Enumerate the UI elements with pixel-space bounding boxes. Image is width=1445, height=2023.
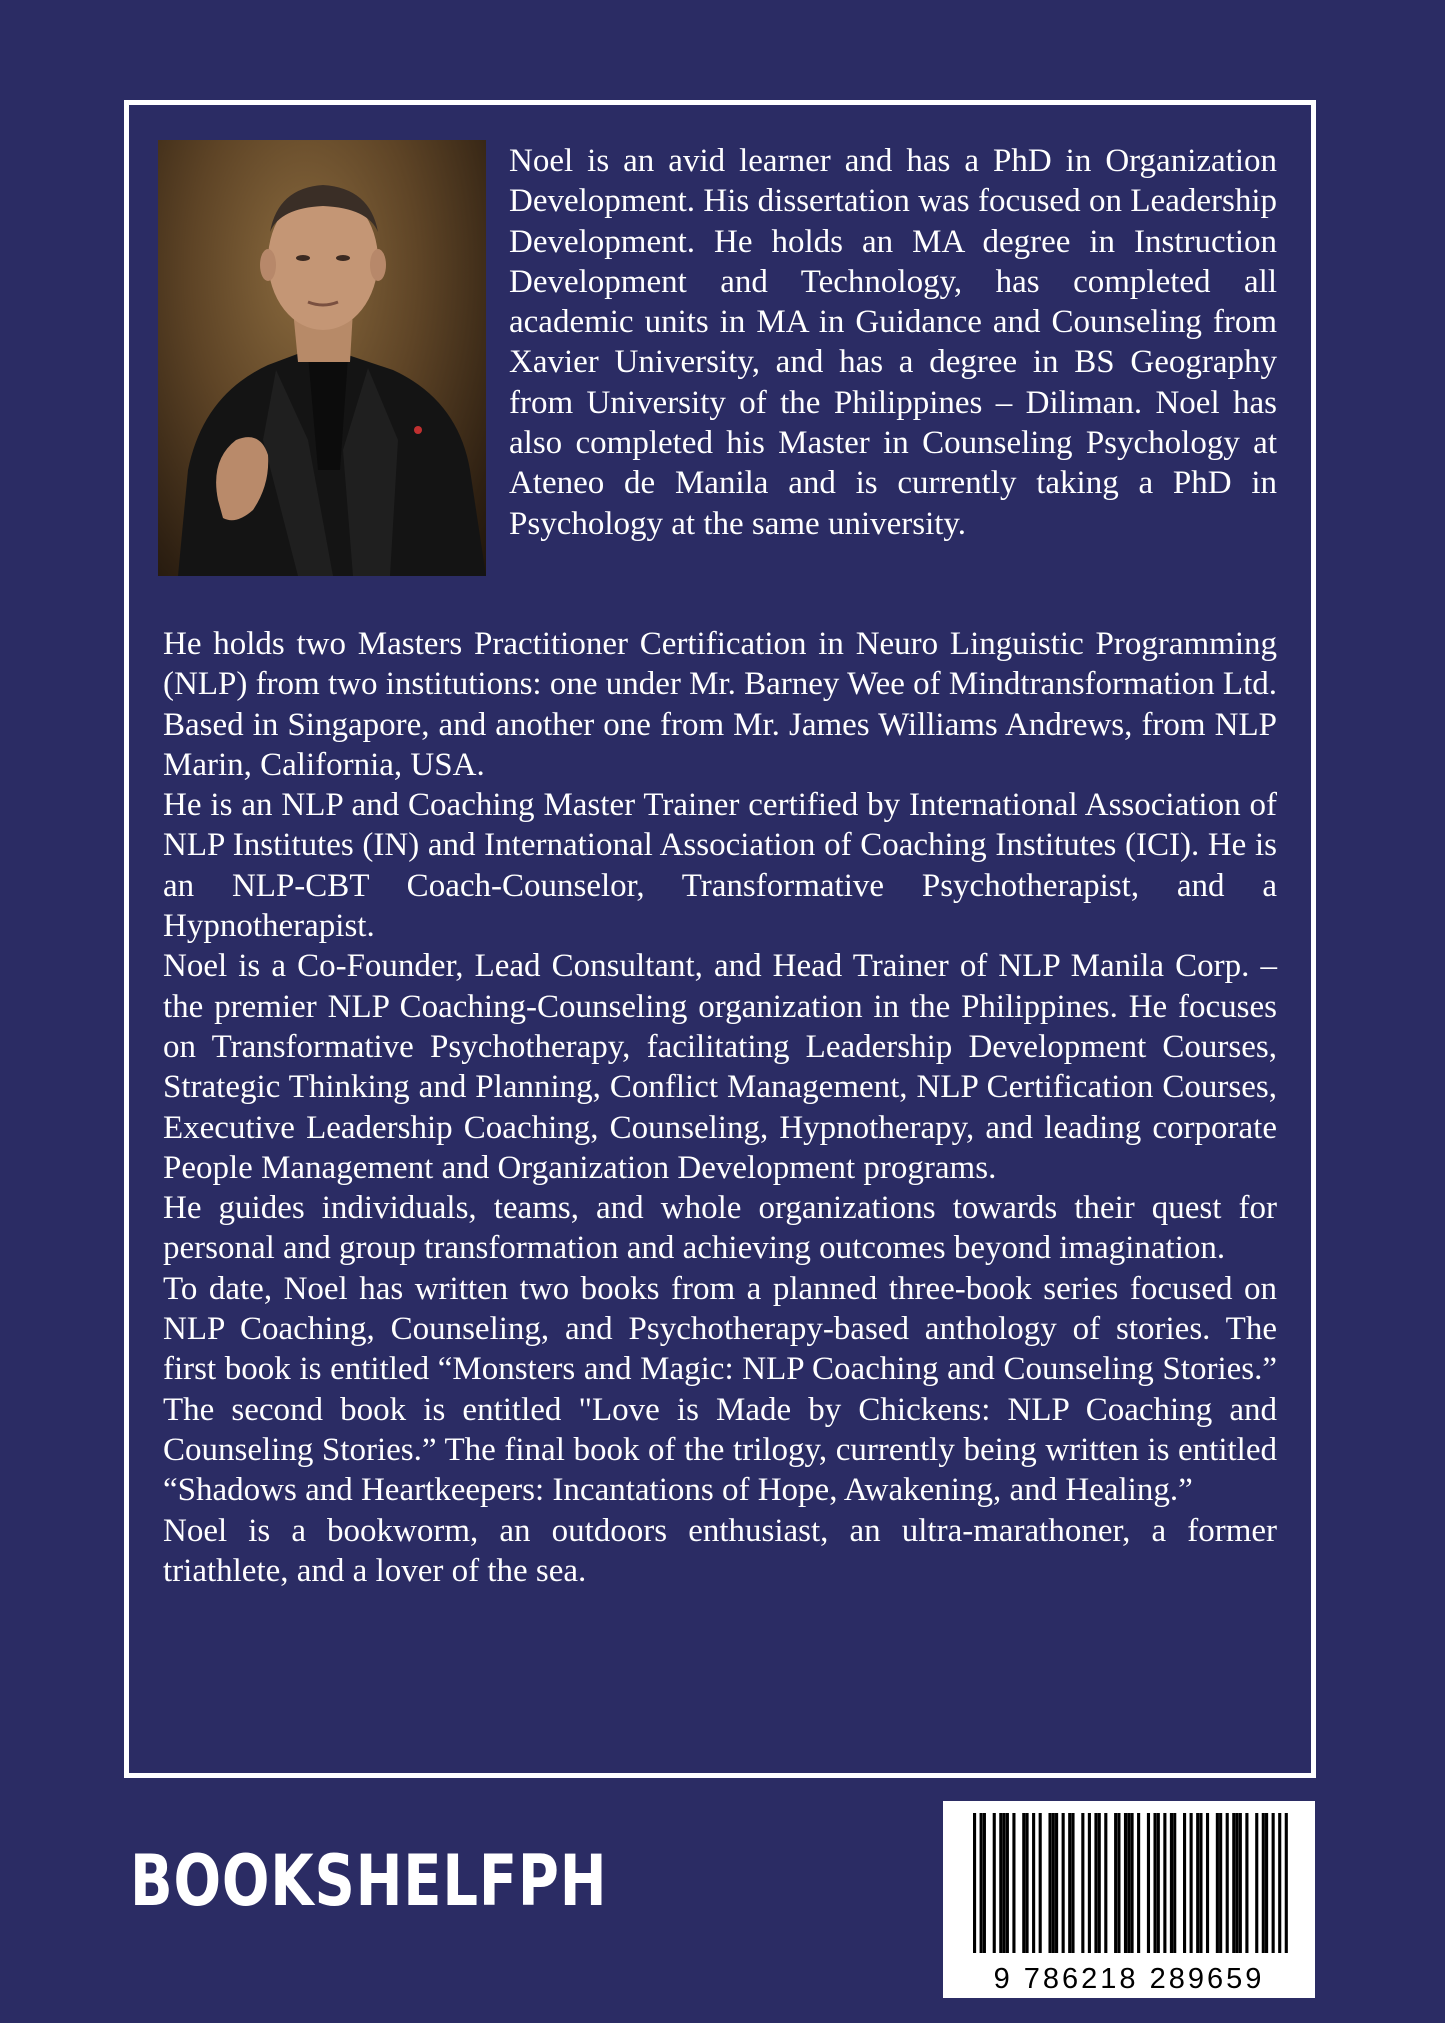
barcode-bar — [1131, 1813, 1134, 1953]
bio-paragraph-nlp-certification: He holds two Masters Practitioner Certification in Neuro Linguistic Programming (NLP) from two institutions: one under Mr. Barney Wee of Mindtransformation Ltd. Based in Singapore, and another one from Mr. James Williams Andrews, from NLP Marin, California, USA. — [163, 626, 1277, 783]
barcode-bar — [1245, 1813, 1248, 1953]
barcode-bar — [980, 1813, 983, 1953]
author-photo — [158, 140, 486, 576]
barcode-bar — [1127, 1813, 1130, 1953]
barcode-bar — [1278, 1813, 1281, 1953]
barcode-bar — [1071, 1813, 1074, 1953]
barcode-bar — [1003, 1813, 1006, 1953]
barcode-bar — [1232, 1813, 1235, 1953]
barcode-bar — [1170, 1813, 1173, 1953]
barcode-bar — [1137, 1813, 1140, 1953]
isbn-number: 9 786218 289659 — [993, 1963, 1265, 1995]
barcode-bar — [1163, 1813, 1166, 1953]
publisher-logo: BOOKSHELFPH — [130, 1840, 608, 1922]
barcode-bar — [1262, 1813, 1265, 1953]
barcode-bar — [1114, 1813, 1117, 1953]
barcode-bar — [1006, 1813, 1009, 1953]
barcode-bar — [1153, 1813, 1156, 1953]
barcode-bar — [1236, 1813, 1239, 1953]
barcode-bar — [1226, 1813, 1229, 1953]
barcode-bar — [1104, 1813, 1107, 1953]
bio-paragraph-co-founder: Noel is a Co-Founder, Lead Consultant, and Head Trainer of NLP Manila Corp. – the premier NLP Coaching-Counseling organization in the Philippines. He focuses on Transformative Psychotherapy, facilitating Leadership Development Courses, Strategic Thinking and Planning, Conflict Management, NLP Certification Courses, Executive Leadership Coaching, Counseling, Hypnotherapy, and leading corporate People Management and Organization Development programs. — [163, 948, 1277, 1186]
barcode-bar — [1219, 1813, 1222, 1953]
barcode-bar — [973, 1813, 976, 1953]
bio-paragraph-guidance: He guides individuals, teams, and whole organizations towards their quest for personal and group transformation and achieving outcomes beyond imagination. — [163, 1190, 1277, 1267]
barcode-bar — [1022, 1813, 1025, 1953]
isbn-barcode — [943, 1801, 1315, 1998]
barcode-bar — [1196, 1813, 1199, 1953]
barcode-bar — [1147, 1813, 1150, 1953]
barcode-bar — [1026, 1813, 1029, 1953]
bio-paragraph-hobbies: Noel is a bookworm, an outdoors enthusiast, an ultra-marathoner, a former triathlete, and a lover of the sea. — [163, 1512, 1277, 1589]
barcode-bar — [1068, 1813, 1071, 1953]
bio-paragraph-books: To date, Noel has written two books from a planned three-book series focused on NLP Coaching, Counseling, and Psychotherapy-based anthology of stories. The first book is entitled “Monsters and Magic: NLP Coaching and Counseling Stories.” The second book is entitled "Love is Made by Chickens: NLP Coaching and Counseling Stories.” The final book of the trilogy, currently being written is entitled “Shadows and Heartkeepers: Incantations of Hope, Awakening, and Healing.” — [163, 1270, 1277, 1509]
bio-paragraph-master-trainer: He is an NLP and Coaching Master Trainer certified by International Association of NLP Institutes (IN) and International Association of Coaching Institutes (ICI). He is an NLP-CBT Coach-Counselor, Transformative Psychotherapist, and a Hypnotherapist. — [163, 787, 1277, 945]
barcode-bar — [1157, 1813, 1160, 1953]
intro-paragraph — [509, 141, 1277, 544]
barcode-bar — [1124, 1813, 1127, 1953]
barcode-bar — [1117, 1813, 1120, 1953]
biography-body — [163, 624, 1277, 1591]
barcode-bar — [1173, 1813, 1176, 1953]
barcode-bar — [1098, 1813, 1101, 1953]
barcode-bar — [1255, 1813, 1258, 1953]
barcode-bars — [943, 1801, 1315, 1961]
barcode-bar — [1272, 1813, 1275, 1953]
barcode-bar — [1039, 1813, 1042, 1953]
barcode-bar — [1265, 1813, 1268, 1953]
barcode-bar — [1081, 1813, 1084, 1953]
barcode-bar — [1190, 1813, 1193, 1953]
barcode-bar — [1216, 1813, 1219, 1953]
barcode-bar — [1048, 1813, 1051, 1953]
barcode-bar — [1032, 1813, 1035, 1953]
barcode-bar — [1206, 1813, 1209, 1953]
barcode-bar — [1094, 1813, 1097, 1953]
barcode-bar — [1183, 1813, 1186, 1953]
barcode-bar — [983, 1813, 986, 1953]
barcode-bar — [999, 1813, 1002, 1953]
barcode-bar — [1052, 1813, 1055, 1953]
barcode-bar — [1055, 1813, 1058, 1953]
barcode-bar — [1088, 1813, 1091, 1953]
barcode-bar — [1012, 1813, 1015, 1953]
intro-text: Noel is an avid learner and has a PhD in Organization Development. His dissertation was focused on Leadership Development. He holds an MA degree in Instruction Development and Technology, has completed all academic units in MA in Guidance and Counseling from Xavier University, and has a degree in BS Geography from University of the Philippines – Diliman. Noel has also completed his Master in Counseling Psychology at Ateneo de Manila and is currently taking a PhD in Psychology at the same university. — [509, 143, 1277, 542]
barcode-bar — [1285, 1813, 1288, 1953]
barcode-bar — [1239, 1813, 1242, 1953]
barcode-bar — [993, 1813, 996, 1953]
barcode-bar — [1062, 1813, 1065, 1953]
barcode-bar — [1199, 1813, 1202, 1953]
